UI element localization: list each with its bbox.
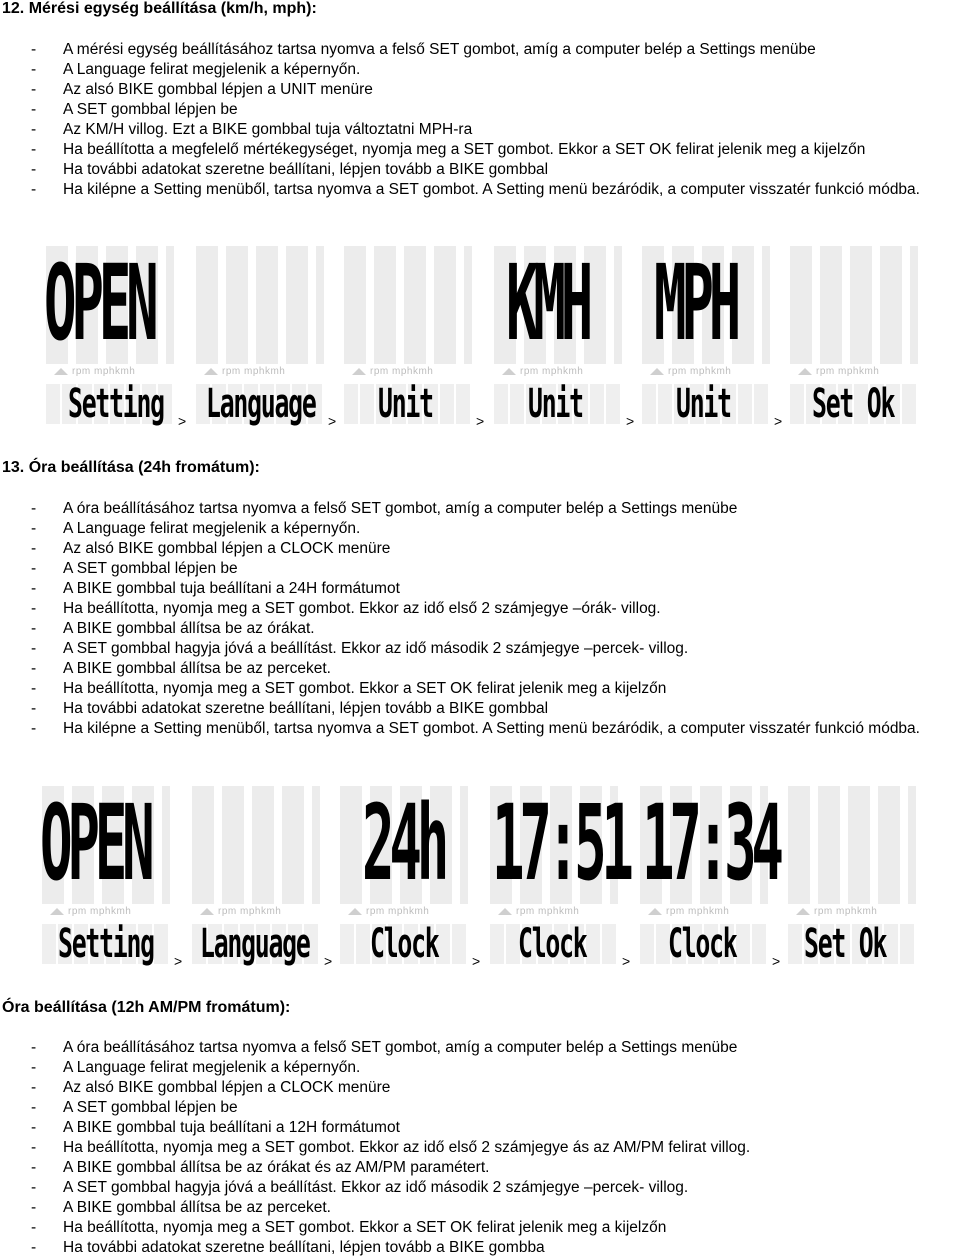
section-13-heading: 13. Óra beállítása (24h fromátum): — [2, 459, 260, 476]
triangle-icon — [204, 368, 218, 375]
list-item: - Ha további adatokat szeretne beállítani, lépjen tovább a BIKE gombbal — [31, 160, 960, 180]
lcd-menu-label: Unit — [528, 381, 583, 427]
lcd-main-readout: OPEN — [40, 782, 150, 904]
list-item: - A SET gombbal lépjen be — [31, 100, 960, 120]
list-item: - A SET gombbal lépjen be — [31, 559, 960, 579]
list-item: - Az alsó BIKE gombbal lépjen a CLOCK menüre — [31, 539, 960, 559]
lcd-main-readout: 24h — [362, 782, 445, 904]
triangle-icon — [648, 908, 662, 915]
lcd-units-label: rpm mphkmh — [650, 366, 731, 377]
list-item: - Ha beállította, nyomja meg a SET gombot. Ekkor a SET OK felirat jelenik meg a kijelzőn — [31, 679, 960, 699]
lcd-screen — [190, 786, 333, 969]
arrow-mark: > — [174, 953, 183, 969]
lcd-units-label: rpm mphkmh — [54, 366, 135, 377]
list-item: - Ha további adatokat szeretne beállítani, lépjen tovább a BIKE gombba — [31, 1238, 960, 1258]
lcd-main-readout — [786, 780, 855, 910]
list-item: - Ha kilépne a Setting menüből, tartsa nyomva a SET gombot. A Setting menü bezáródik, a computer visszatér funkció módba. — [31, 719, 960, 739]
lcd-main-readout: 17:34 — [642, 782, 779, 904]
lcd-menu-label: Clock — [518, 921, 587, 967]
lcd-units-label: rpm mphkmh — [352, 366, 433, 377]
lcd-units-label: rpm mphkmh — [798, 366, 879, 377]
list-item: - A SET gombbal lépjen be — [31, 1098, 960, 1118]
arrow-mark: > — [328, 413, 337, 429]
list-item: - A SET gombbal hagyja jóvá a beállítást. Ekkor az idő második 2 számjegye –percek- villog. — [31, 1178, 960, 1198]
lcd-main-readout: KMH — [506, 242, 589, 364]
arrow-mark: > — [772, 953, 781, 969]
lcd-screen — [788, 246, 920, 426]
lcd-screen — [786, 786, 918, 966]
lcd-main-readout — [342, 240, 411, 370]
lcd-screen — [492, 242, 635, 429]
list-item: - Az alsó BIKE gombbal lépjen a UNIT menüre — [31, 80, 960, 100]
lcd-screen — [638, 782, 781, 969]
lcd-screen — [40, 782, 183, 969]
section-12-heading: 12. Mérési egység beállítása (km/h, mph): — [2, 0, 317, 17]
list-item: - A Language felirat megjelenik a képernyőn. — [31, 60, 960, 80]
list-item: - A BIKE gombbal állítsa be az perceket. — [31, 659, 960, 679]
lcd-screen — [640, 242, 783, 429]
lcd-main-readout — [190, 780, 259, 910]
list-item: - A BIKE gombbal állítsa be az órákat és az AM/PM paramétert. — [31, 1158, 960, 1178]
lcd-units-label: rpm mphkmh — [50, 906, 131, 917]
triangle-icon — [502, 368, 516, 375]
triangle-icon — [798, 368, 812, 375]
triangle-icon — [650, 368, 664, 375]
lcd-menu-label: Language — [206, 381, 316, 427]
lcd-menu-label: Setting — [58, 921, 154, 967]
lcd-screen — [338, 782, 481, 969]
arrow-mark: > — [472, 953, 481, 969]
lcd-menu-label: Unit — [378, 381, 433, 427]
list-item: - A óra beállításához tartsa nyomva a felső SET gombot, amíg a computer belép a Settings menübe — [31, 1038, 960, 1058]
lcd-units-label: rpm mphkmh — [648, 906, 729, 917]
lcd-menu-label: Unit — [676, 381, 731, 427]
lcd-screen — [44, 242, 187, 429]
lcd-menu-label: Setting — [68, 381, 164, 427]
list-item: - A BIKE gombbal állítsa be az perceket. — [31, 1198, 960, 1218]
lcd-main-readout: MPH — [654, 242, 737, 364]
lcd-units-label: rpm mphkmh — [204, 366, 285, 377]
triangle-icon — [50, 908, 64, 915]
lcd-units-label: rpm mphkmh — [348, 906, 429, 917]
lcd-main-readout: 17:51 — [492, 782, 629, 904]
arrow-mark: > — [476, 413, 485, 429]
list-item: - Ha beállította, nyomja meg a SET gombot. Ekkor a SET OK felirat jelenik meg a kijelzőn — [31, 1218, 960, 1238]
triangle-icon — [796, 908, 810, 915]
lcd-sequence-unit — [44, 242, 924, 429]
list-item: - Az alsó BIKE gombbal lépjen a CLOCK menüre — [31, 1078, 960, 1098]
list-item: - Ha beállította, nyomja meg a SET gombot. Ekkor az idő első 2 számjegye –órák- villog. — [31, 599, 960, 619]
arrow-mark: > — [324, 953, 333, 969]
list-item: - A óra beállításához tartsa nyomva a felső SET gombot, amíg a computer belép a Settings menübe — [31, 499, 960, 519]
arrow-mark: > — [774, 413, 783, 429]
list-item: - A BIKE gombbal tuja beállítani a 24H formátumot — [31, 579, 960, 599]
lcd-menu-label: Language — [200, 921, 310, 967]
lcd-units-label: rpm mphkmh — [498, 906, 579, 917]
list-item: - A SET gombbal hagyja jóvá a beállítást. Ekkor az idő második 2 számjegye –percek- villog. — [31, 639, 960, 659]
list-item: - A Language felirat megjelenik a képernyőn. — [31, 1058, 960, 1078]
lcd-sequence-clock — [40, 782, 924, 969]
triangle-icon — [352, 368, 366, 375]
lcd-screen — [342, 246, 485, 429]
lcd-menu-label: Clock — [370, 921, 439, 967]
list-item: - A BIKE gombbal tuja beállítani a 12H formátumot — [31, 1118, 960, 1138]
triangle-icon — [200, 908, 214, 915]
list-item: - A mérési egység beállításához tartsa nyomva a felső SET gombot, amíg a computer belép a Settings menübe — [31, 40, 960, 60]
list-item: - Ha beállította, nyomja meg a SET gombot. Ekkor az idő első 2 számjegye ás az AM/PM felirat villog. — [31, 1138, 960, 1158]
arrow-mark: > — [622, 953, 631, 969]
section-13-steps — [31, 499, 960, 739]
arrow-mark: > — [178, 413, 187, 429]
triangle-icon — [498, 908, 512, 915]
arrow-mark: > — [626, 413, 635, 429]
triangle-icon — [348, 908, 362, 915]
lcd-main-readout: OPEN — [44, 242, 154, 364]
lcd-main-readout — [788, 240, 857, 370]
lcd-screen — [194, 246, 337, 429]
lcd-menu-label: Set Ok — [812, 381, 895, 427]
section-12h-steps — [31, 1038, 960, 1258]
lcd-menu-label: Set Ok — [804, 921, 887, 967]
section-12h-heading: Óra beállítása (12h AM/PM fromátum): — [2, 999, 291, 1016]
list-item: - Ha beállította a megfelelő mértékegységet, nyomja meg a SET gombot. Ekkor a SET OK felirat jelenik meg a kijelzőn — [31, 140, 960, 160]
lcd-main-readout — [194, 240, 263, 370]
lcd-menu-label: Clock — [668, 921, 737, 967]
list-item: - Ha további adatokat szeretne beállítani, lépjen tovább a BIKE gombbal — [31, 699, 960, 719]
list-item: - Ha kilépne a Setting menüből, tartsa nyomva a SET gombot. A Setting menü bezáródik, a computer visszatér funkció módba. — [31, 180, 960, 200]
list-item: - A Language felirat megjelenik a képernyőn. — [31, 519, 960, 539]
lcd-units-label: rpm mphkmh — [502, 366, 583, 377]
lcd-units-label: rpm mphkmh — [200, 906, 281, 917]
section-12-steps — [31, 40, 960, 200]
lcd-screen — [488, 782, 631, 969]
lcd-units-label: rpm mphkmh — [796, 906, 877, 917]
list-item: - A BIKE gombbal állítsa be az órákat. — [31, 619, 960, 639]
list-item: - Az KM/H villog. Ezt a BIKE gombbal tuja változtatni MPH-ra — [31, 120, 960, 140]
triangle-icon — [54, 368, 68, 375]
